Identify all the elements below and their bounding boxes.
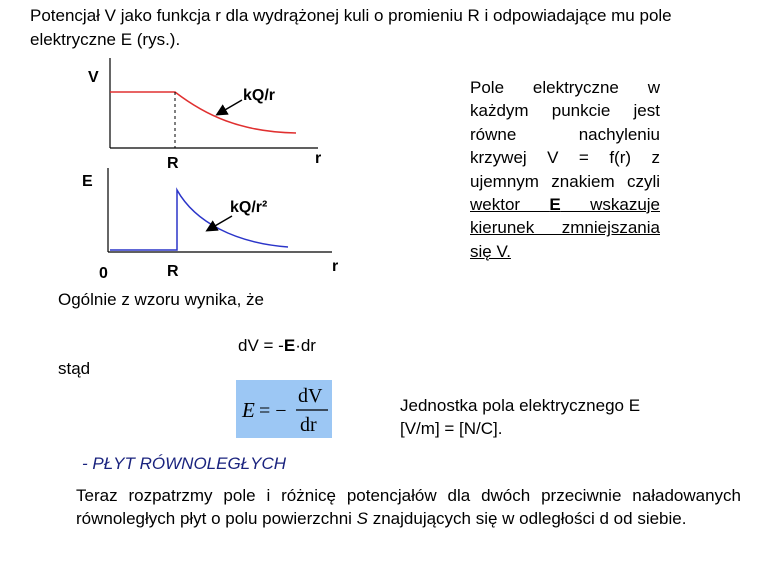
side-note-plain: Pole elektryczne w każdym punkcie jest równe nachyleniu krzywej V = f(r) z ujemnym znakiem czyli [470, 78, 660, 191]
equation-rhs: ·dr [295, 336, 316, 355]
field-formula [236, 380, 332, 438]
side-note-underlined [470, 195, 660, 261]
bottom-r-tick-label: R [167, 263, 179, 280]
stad-text: stąd [58, 359, 91, 378]
unit-note-line1: Jednostka pola elektrycznego E [400, 396, 641, 415]
top-y-axis-label: V [88, 69, 99, 86]
top-curve-label: kQ/r [243, 87, 276, 104]
paragraph-after: znajdujących się w odległości d od siebie. [368, 509, 687, 528]
side-note-underlined-post: wskazuje kierunek zmniejszania się V. [470, 195, 660, 261]
bottom-y-axis-label: E [82, 173, 93, 190]
top-r-tick-label: R [167, 155, 179, 172]
differential-equation [238, 335, 316, 357]
side-note-vector-e: E [549, 195, 561, 215]
paragraph-area-symbol: S [356, 509, 368, 528]
side-note [470, 76, 660, 263]
formula-lhs: E [242, 398, 255, 422]
unit-note [400, 394, 700, 440]
bottom-x-axis-label: r [332, 258, 339, 275]
formula-denominator: dr [300, 414, 317, 436]
kq-r-pointer-arrow [218, 100, 242, 114]
side-note-underlined-pre: wektor [470, 195, 550, 215]
origin-label: 0 [99, 265, 108, 282]
kq-r2-pointer-arrow [208, 216, 232, 230]
unit-note-line2: [V/m] = [N/C]. [400, 419, 503, 438]
formula-numerator: dV [298, 385, 323, 407]
section-heading: - PŁYT RÓWNOLEGŁYCH [82, 454, 287, 473]
equation-lhs: dV = - [238, 336, 284, 355]
top-x-axis-label: r [315, 150, 322, 167]
paragraph-before: Teraz rozpatrzmy pole i różnicę potencjałów dla dwóch przeciwnie naładowanych równoległych płyt o polu powierzchni [76, 486, 741, 528]
formula-equals-minus: = − [259, 400, 287, 422]
plates-paragraph [76, 484, 741, 530]
equation-vector-e: E [283, 336, 296, 355]
field-formula-box [236, 380, 332, 438]
bottom-curve-label: kQ/r² [230, 199, 268, 216]
page-title: Potencjał V jako funkcja r dla wydrążonej kuli o promieniu R i odpowiadające mu pole elektryczne E (rys.). [30, 6, 672, 49]
intro-text: Ogólnie z wzoru wynika, że [58, 290, 264, 309]
